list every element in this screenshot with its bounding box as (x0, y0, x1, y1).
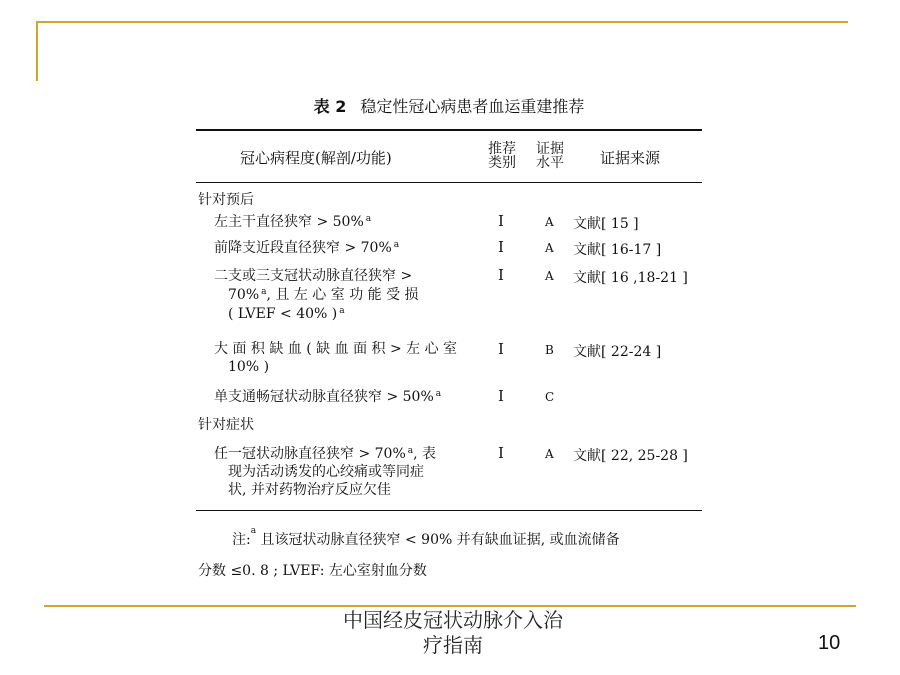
row-degree-multiline (214, 268, 419, 322)
header-source: 证据来源 (600, 149, 661, 167)
superscript-a: a (435, 389, 442, 399)
row-degree-line: , 表 (413, 446, 437, 462)
row-level: A (545, 215, 554, 229)
header-level (532, 142, 568, 170)
row-source: 文献[ 15 ] (573, 216, 639, 232)
header-degree: 冠心病程度(解剖/功能) (240, 149, 392, 167)
row-source: 文献[ 16-17 ] (573, 242, 662, 258)
row-source: 文献[ 16 ,18-21 ] (573, 270, 688, 286)
row-degree-line: 10% ) (228, 359, 270, 375)
table-bottom-rule (196, 510, 702, 511)
table-note-line1 (232, 526, 620, 549)
row-degree-line: 任一冠状动脉直径狭窄 > 70% (214, 446, 406, 462)
header-level-line2: 水平 (536, 155, 564, 171)
note-text: 且该冠状动脉直径狭窄 < 90% 并有缺血证据, 或血流储备 (260, 532, 620, 548)
page-number: 10 (818, 632, 841, 654)
row-degree-line: 70% (228, 287, 260, 303)
table-title (196, 94, 702, 117)
row-class: I (498, 238, 504, 256)
table-title-text: 稳定性冠心病患者血运重建推荐 (360, 97, 585, 116)
row-degree-multiline (214, 341, 457, 375)
row-level: A (545, 447, 554, 461)
row-class: I (498, 266, 504, 284)
section-title-symptoms: 针对症状 (198, 417, 254, 433)
superscript-a: a (365, 214, 372, 224)
header-class-line2: 类别 (488, 155, 516, 171)
table-top-rule (196, 129, 702, 131)
row-degree-line: 状, 并对药物治疗反应欠佳 (228, 482, 391, 498)
note-prefix: 注: (232, 532, 251, 548)
row-degree-line: 大 面 积 缺 血 ( 缺 血 面 积 > 左 心 室 (214, 341, 458, 357)
header-class (484, 142, 520, 170)
row-degree-line: 现为活动诱发的心绞痛或等同症 (228, 464, 424, 480)
superscript-a: a (339, 306, 345, 316)
section-title-prognosis: 针对预后 (198, 192, 254, 208)
superscript-a: a (393, 240, 400, 250)
row-degree-text: 前降支近段直径狭窄 > 70% (214, 240, 392, 256)
footer-title (300, 608, 606, 658)
row-degree (214, 240, 399, 256)
left-accent-line (36, 21, 38, 81)
row-level: A (545, 241, 554, 255)
row-class: I (498, 444, 504, 462)
row-degree-text: 单支通畅冠状动脉直径狭窄 > 50% (214, 389, 434, 405)
row-source: 文献[ 22, 25-28 ] (573, 448, 688, 464)
top-accent-line (36, 21, 848, 23)
row-degree (214, 389, 441, 405)
superscript-a: a (261, 287, 267, 297)
row-degree (214, 214, 371, 230)
table-number: 表 2 (313, 97, 347, 116)
bottom-accent-line (44, 605, 856, 607)
row-degree-multiline (214, 446, 436, 498)
header-level-line1: 证据 (536, 141, 564, 157)
row-level: C (545, 390, 555, 404)
header-bottom-rule (196, 182, 702, 183)
row-level: A (545, 269, 554, 283)
row-class: I (498, 212, 504, 230)
header-class-line1: 推荐 (488, 141, 516, 157)
table-note-line2: 分数 ≤0. 8 ; LVEF: 左心室射血分数 (198, 563, 427, 579)
row-degree-line: , 且 左 心 室 功 能 受 损 (266, 287, 419, 303)
row-class: I (498, 340, 504, 358)
row-degree-line: ( LVEF < 40% ) (228, 306, 338, 322)
superscript-a: a (250, 526, 257, 536)
row-degree-line: 二支或三支冠状动脉直径狭窄 > (214, 268, 413, 284)
footer-title-line1: 中国经皮冠状动脉介入治 (343, 608, 563, 632)
row-class: I (498, 387, 504, 405)
row-source: 文献[ 22-24 ] (573, 344, 662, 360)
footer-title-line2: 疗指南 (423, 633, 483, 657)
row-level: B (545, 343, 554, 357)
superscript-a: a (407, 446, 414, 456)
row-degree-text: 左主干直径狭窄 > 50% (214, 214, 364, 230)
